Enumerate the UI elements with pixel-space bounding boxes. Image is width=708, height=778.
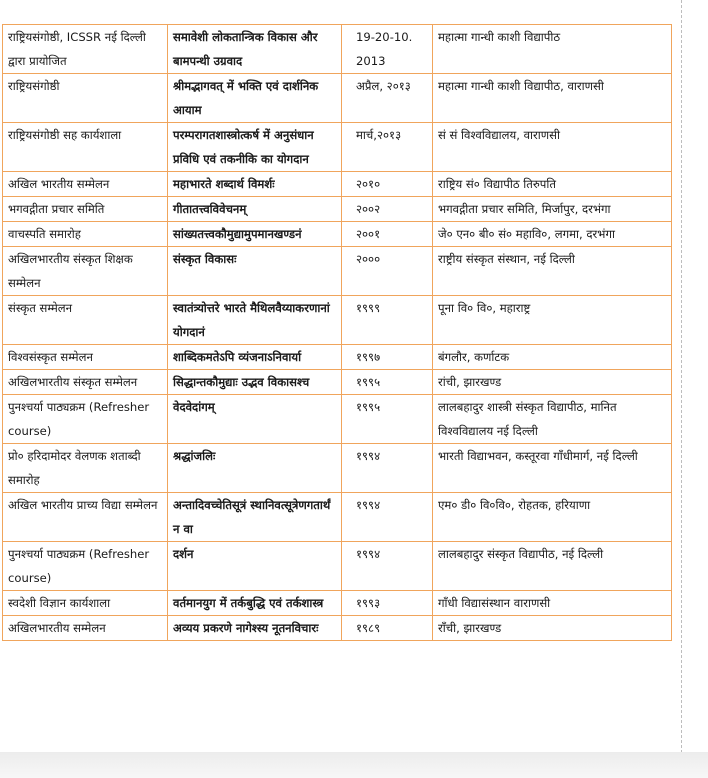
table-row [3, 591, 672, 616]
cell-organizer: राष्ट्रियसंगोष्ठी [3, 74, 168, 123]
cell-title: संस्कृत विकासः [168, 247, 342, 296]
cell-date: २००० [342, 247, 433, 296]
cell-title: श्रीमद्भागवत् में भक्ति एवं दार्शनिक आयाम [168, 74, 342, 123]
table-row [3, 197, 672, 222]
cell-date: १९९५ [342, 395, 433, 444]
cell-organizer: अखिलभारतीय संस्कृत शिक्षक सम्मेलन [3, 247, 168, 296]
cell-date: २०१० [342, 172, 433, 197]
cell-organizer: पुनश्चर्या पाठ्यक्रम (Refresher course) [3, 542, 168, 591]
cell-venue: पूना वि० वि०, महाराष्ट्र [433, 296, 672, 345]
cell-venue: भगवद्गीता प्रचार समिति, मिर्जापुर, दरभंगा [433, 197, 672, 222]
cell-date: १९९४ [342, 444, 433, 493]
cell-title: अन्तादिवच्चेतिसूत्रं स्थानिवत्सूत्रेणगतार्थं न वा [168, 493, 342, 542]
cell-title: समावेशी लोकतान्त्रिक विकास और बामपन्थी उग्रवाद [168, 25, 342, 74]
table-row [3, 247, 672, 296]
cell-organizer: प्रो० हरिदामोदर वेलणक शताब्दी समारोह [3, 444, 168, 493]
cell-venue: लालबहादुर संस्कृत विद्यापीठ, नई दिल्ली [433, 542, 672, 591]
cell-organizer: अखिलभारतीय सम्मेलन [3, 616, 168, 641]
cell-title: शाब्दिकमतेऽपि व्यंजनाऽनिवार्या [168, 345, 342, 370]
cell-date: १९९७ [342, 345, 433, 370]
cell-organizer: पुनश्चर्या पाठ्यक्रम (Refresher course) [3, 395, 168, 444]
cell-venue: बंगलौर, कर्णाटक [433, 345, 672, 370]
cell-title: गीतातत्त्वविवेचनम् [168, 197, 342, 222]
cell-venue: भारती विद्याभवन, कस्तूरवा गाँधीमार्ग, नई दिल्ली [433, 444, 672, 493]
cell-date: १९९४ [342, 542, 433, 591]
cell-venue: महात्मा गान्धी काशी विद्यापीठ, वाराणसी [433, 74, 672, 123]
cell-venue: सं सं विश्वविद्यालय, वाराणसी [433, 123, 672, 172]
table-row [3, 123, 672, 172]
table-row [3, 74, 672, 123]
cell-venue: एम० डी० वि०वि०, रोहतक, हरियाणा [433, 493, 672, 542]
seminar-table [2, 24, 672, 641]
cell-venue: महात्मा गान्धी काशी विद्यापीठ [433, 25, 672, 74]
cell-organizer: स्वदेशी विज्ञान कार्यशाला [3, 591, 168, 616]
cell-title: श्रद्धांजलिः [168, 444, 342, 493]
cell-organizer: भगवद्गीता प्रचार समिति [3, 197, 168, 222]
cell-title: परम्परागतशास्त्रोत्कर्ष में अनुसंधान प्रविधि एवं तकनीकि का योगदान [168, 123, 342, 172]
cell-organizer: अखिलभारतीय संस्कृत सम्मेलन [3, 370, 168, 395]
cell-venue: लालबहादुर शास्त्री संस्कृत विद्यापीठ, मानित विश्वविद्यालय नई दिल्ली [433, 395, 672, 444]
cell-organizer: वाचस्पति समारोह [3, 222, 168, 247]
cell-venue: जे० एन० बी० सं० महावि०, लगमा, दरभंगा [433, 222, 672, 247]
cell-date: १९९३ [342, 591, 433, 616]
table-row [3, 395, 672, 444]
cell-venue: राष्ट्रिय सं० विद्यापीठ तिरुपति [433, 172, 672, 197]
table-row [3, 345, 672, 370]
page-edge-guide [681, 0, 682, 778]
cell-title: स्वातंत्र्योत्तरे भारते मैथिलवैय्याकरणानां योगदानं [168, 296, 342, 345]
table-row [3, 542, 672, 591]
cell-date: १९९९ [342, 296, 433, 345]
cell-date: 19-20-10. 2013 [342, 25, 433, 74]
table-row [3, 222, 672, 247]
table-row [3, 444, 672, 493]
cell-title: वर्तमानयुग में तर्कबुद्धि एवं तर्कशास्त्र [168, 591, 342, 616]
cell-venue: राष्ट्रीय संस्कृत संस्थान, नई दिल्ली [433, 247, 672, 296]
table-row [3, 25, 672, 74]
cell-date: मार्च,२०१३ [342, 123, 433, 172]
cell-organizer: राष्ट्रियसंगोष्ठी सह कार्यशाला [3, 123, 168, 172]
cell-date: २००२ [342, 197, 433, 222]
cell-date: १९९५ [342, 370, 433, 395]
seminar-table-body [3, 25, 672, 641]
cell-venue: रांची, झारखण्ड [433, 370, 672, 395]
cell-organizer: अखिल भारतीय प्राच्य विद्या सम्मेलन [3, 493, 168, 542]
cell-date: १९८९ [342, 616, 433, 641]
table-row [3, 370, 672, 395]
cell-date: २००१ [342, 222, 433, 247]
cell-title: दर्शन [168, 542, 342, 591]
cell-venue: गाँधी विद्यासंस्थान वाराणसी [433, 591, 672, 616]
cell-title: वेदवेदांगम् [168, 395, 342, 444]
cell-organizer: अखिल भारतीय सम्मेलन [3, 172, 168, 197]
cell-date: अप्रैल, २०१३ [342, 74, 433, 123]
cell-date: १९९४ [342, 493, 433, 542]
table-row [3, 296, 672, 345]
cell-organizer: विश्वसंस्कृत सम्मेलन [3, 345, 168, 370]
table-row [3, 172, 672, 197]
table-row [3, 616, 672, 641]
cell-title: अव्यय प्रकरणे नागेश्स्य नूतनविचारः [168, 616, 342, 641]
cell-organizer: संस्कृत सम्मेलन [3, 296, 168, 345]
cell-organizer: राष्ट्रियसंगोष्ठी, ICSSR नई दिल्ली द्वारा प्रायोजित [3, 25, 168, 74]
cell-venue: राँची, झारखण्ड [433, 616, 672, 641]
cell-title: सांख्यतत्त्वकौमुद्यामुपमानखण्डनं [168, 222, 342, 247]
cell-title: महाभारते शब्दार्थ विमर्शः [168, 172, 342, 197]
table-row [3, 493, 672, 542]
cell-title: सिद्धान्तकौमुद्याः उद्भव विकासश्च [168, 370, 342, 395]
page-bottom-shadow [0, 752, 708, 778]
